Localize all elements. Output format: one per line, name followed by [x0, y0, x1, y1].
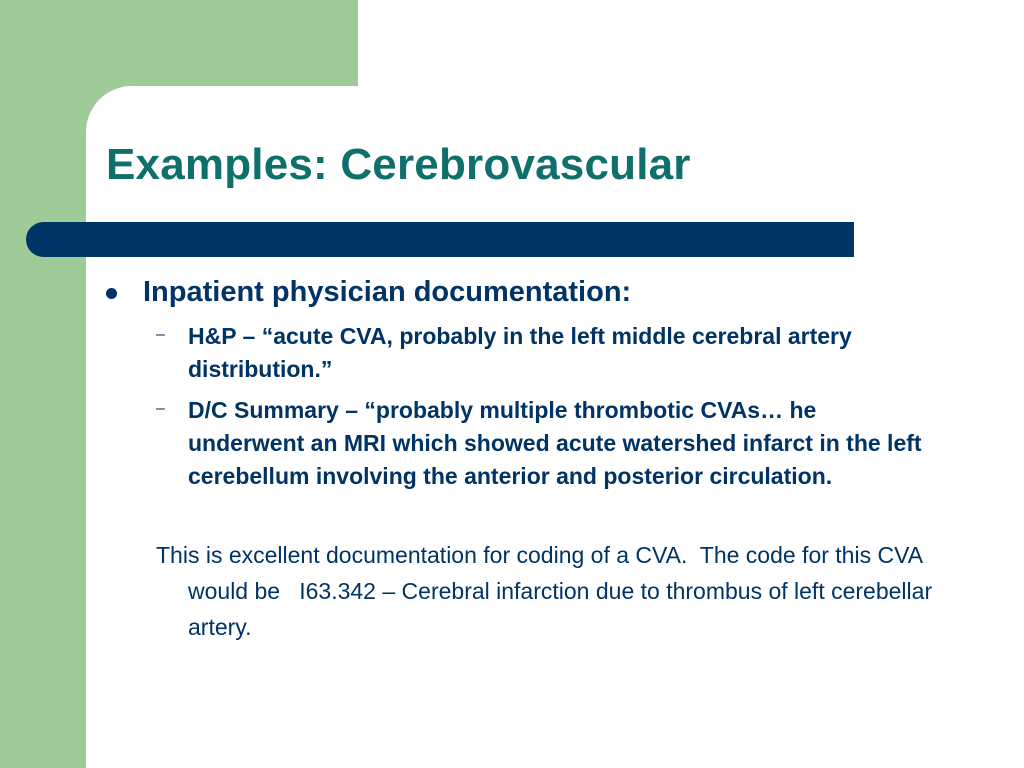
slide-title: Examples: Cerebrovascular: [106, 140, 691, 189]
subbullet-hp: [156, 320, 936, 386]
dash-icon: –: [156, 326, 165, 343]
subbullet-dc-summary-text: D/C Summary – “probably multiple thrombotic CVAs… he underwent an MRI which showed acute watershed infarct in the left cerebellum involving the anterior and posterior circulation.: [188, 397, 922, 489]
subbullet-hp-text: H&P – “acute CVA, probably in the left middle cerebral artery distribution.”: [188, 323, 852, 382]
bullet-dot-icon: [106, 288, 117, 299]
main-bullet-text: Inpatient physician documentation:: [143, 276, 632, 308]
coding-note-paragraph: This is excellent documentation for coding of a CVA. The code for this CVA would be I63.342 – Cerebral infarction due to thrombus of left cerebellar artery.: [156, 542, 939, 640]
dash-icon: –: [156, 400, 165, 417]
subbullet-dc-summary: [156, 394, 936, 493]
main-bullet: [106, 276, 631, 309]
title-underline-bar: [26, 222, 854, 257]
green-left-strip: [0, 0, 86, 768]
